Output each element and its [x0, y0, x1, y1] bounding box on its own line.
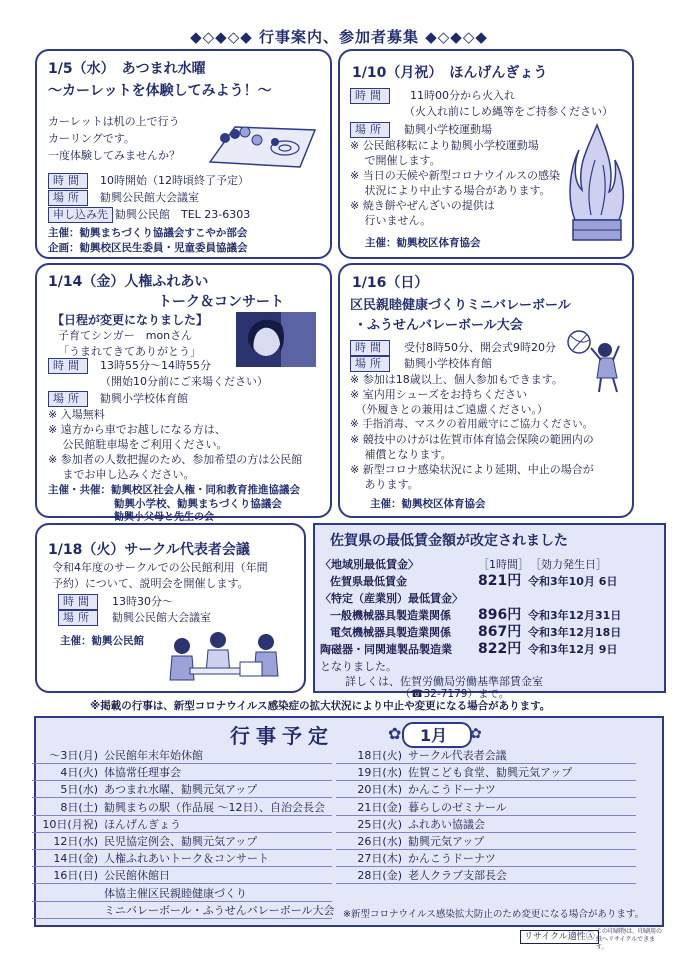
- event-apply: 勧興公民館 TEL 23-6303: [115, 208, 251, 221]
- event-desc-line: 予約）について、説明会を開催します。: [52, 577, 249, 590]
- schedule-date: 27日(木): [357, 852, 402, 866]
- schedule-row-divider: [32, 780, 332, 781]
- schedule-date: 20日(木): [357, 783, 402, 797]
- event-organizer: 主催：勧興公民館: [60, 635, 144, 647]
- recycle-mark: リサイクル適性Ⓐ: [520, 930, 599, 944]
- time-label: 時間: [350, 340, 390, 356]
- event-note: ※ 当日の天候や新型コロナウイルスの感染: [350, 169, 561, 182]
- event-organizer: 企画：勧興校区民生委員・児童委員協議会: [48, 242, 248, 254]
- event-note: ※ 公民館移転により勧興小学校運動場: [350, 139, 539, 152]
- event-title-jinken: 1/14（金）人権ふれあい: [48, 274, 209, 290]
- schedule-row-divider: [32, 883, 332, 884]
- place-label: 場所: [48, 391, 88, 407]
- event-note: ※ 参加は18歳以上、個人参加もできます。: [350, 373, 563, 386]
- schedule-event: 勧興まちの駅（作品展 ～12日）、自治会長会: [104, 800, 325, 814]
- event-title-circle: 1/18（火）サークル代表者会議: [48, 542, 250, 558]
- volleyball-player-illustration: [565, 326, 627, 396]
- time-label: 時間: [48, 173, 88, 189]
- schedule-title: 行事予定: [230, 724, 334, 748]
- wage-regional-label: 〈地域別最低賃金〉: [320, 558, 419, 571]
- schedule-event: 佐賀こども食堂、勧興元気アップ: [408, 766, 573, 780]
- recycle-note: この印刷物は、印刷用の紙へリサイクルできます。: [596, 928, 663, 951]
- schedule-row-divider: [32, 763, 332, 764]
- event-organizer: 主催：勧興校区体育協会: [370, 498, 486, 510]
- event-time: 13時30分～: [112, 595, 173, 608]
- wage-title: 佐賀県の最低賃金額が改定されました: [330, 533, 568, 549]
- event-organizer: 主催・共催：勧興校区社会人権・同和教育推進協議会: [48, 484, 300, 496]
- covid-notice: ※掲載の行事は、新型コロナウイルス感染症の拡大状況により中止や変更になる場合があります。: [90, 700, 551, 712]
- schedule-date: 10日(月祝): [42, 817, 98, 831]
- schedule-date: 5日(水): [60, 783, 98, 797]
- schedule-event: サークル代表者会議: [408, 749, 507, 762]
- event-subtitle-volleyball-2: ・ふうせんバレーボール大会: [354, 318, 523, 333]
- schedule-row-divider: [336, 883, 636, 884]
- schedule-date: 4日(火): [60, 766, 98, 780]
- schedule-date: 25日(火): [357, 817, 402, 831]
- schedule-date: ～3日(月): [49, 749, 98, 762]
- schedule-event: 勧興元気アップ: [408, 835, 485, 848]
- singer-name: 子育てシンガー monさん: [58, 329, 193, 342]
- schedule-change-notice: 【日程が変更になりました】: [52, 313, 209, 327]
- schedule-date: 19日(水): [357, 766, 402, 780]
- schedule-event: ほんげんぎょう: [104, 817, 181, 831]
- schedule-event: 公民館休館日: [104, 869, 170, 883]
- event-title-atsumare: 1/5（水） あつまれ水曜: [48, 61, 206, 77]
- event-place: 勧興公民館大会議室: [112, 611, 211, 624]
- wage-specific-name: 一般機械器具製造業関係: [330, 609, 451, 622]
- page-header-title: ◆◇◆◇◆ 行事案内、参加者募集 ◆◇◆◇◆: [190, 28, 488, 46]
- time-label: 時間: [48, 358, 88, 374]
- event-organizer: 主催：勧興まちづくり協議会すこやか部会: [48, 227, 248, 239]
- wage-note: 詳しくは、佐賀労働局労働基準部賃金室: [345, 675, 543, 688]
- schedule-row-divider: [32, 797, 332, 798]
- schedule-event: 体協主催区民親睦健康づくり: [104, 886, 247, 900]
- schedule-row-divider: [336, 849, 636, 850]
- schedule-event: 民児協定例会、勧興元気アップ: [104, 835, 258, 848]
- event-subtitle-jinken: トーク＆コンサート: [158, 294, 284, 310]
- wage-col-rate: ［1時間］: [478, 558, 529, 571]
- event-place: 勧興小学校体育館: [100, 392, 188, 405]
- schedule-month: 1月: [420, 726, 448, 745]
- event-title-hongengyo: 1/10（月祝） ほんげんぎょう: [352, 65, 548, 81]
- event-desc-line: カーリングです。: [48, 132, 135, 145]
- event-note: で開催します。: [350, 154, 441, 167]
- schedule-row-divider: [32, 815, 332, 816]
- wage-note: となりました。: [320, 660, 397, 673]
- wage-specific-label: 〈特定（産業別）最低賃金〉: [320, 592, 463, 605]
- schedule-event: 老人クラブ支部長会: [408, 869, 507, 883]
- event-place: 勧興小学校体育館: [404, 357, 492, 370]
- event-note: ※ 遠方から車でお越しになる方は、: [48, 423, 226, 436]
- flower-icon: ✿: [388, 724, 402, 743]
- time-label: 時間: [350, 88, 390, 104]
- place-label: 場所: [48, 190, 88, 206]
- wage-note: （☎32-7179）まで。: [400, 688, 510, 700]
- wage-specific-name: 電気機械器具製造業関係: [330, 626, 451, 639]
- wage-specific-date: 令和3年12月31日: [528, 609, 622, 622]
- schedule-date: 16日(日): [53, 869, 98, 883]
- schedule-event: かんこうドーナツ: [408, 852, 496, 866]
- schedule-date: 8日(土): [60, 800, 98, 814]
- place-label: 場所: [350, 356, 390, 372]
- wage-specific-date: 令和3年12月18日: [528, 626, 622, 639]
- schedule-row-divider: [32, 849, 332, 850]
- event-note: までお申し込みください。: [48, 468, 195, 481]
- schedule-event: ふれあい協議会: [408, 817, 485, 831]
- song-title: 「うまれてきてありがとう」: [58, 345, 201, 358]
- event-desc-line: カーレットは机の上で行う: [48, 115, 180, 128]
- schedule-row-divider: [336, 797, 636, 798]
- schedule-date: 18日(火): [357, 749, 402, 762]
- wage-specific-value: 896円: [478, 607, 522, 623]
- schedule-event: 公民館年末年始休館: [104, 749, 203, 762]
- wage-specific-date: 令和3年12月 9日: [528, 643, 618, 656]
- event-place: 勧興公民館大会議室: [100, 191, 199, 204]
- event-subtitle-volleyball: 区民親睦健康づくりミニバレーボール: [350, 298, 571, 313]
- apply-label: 申し込み先: [48, 207, 113, 223]
- event-organizer: 勧興小学校、勧興まちづくり協議会: [114, 498, 282, 510]
- schedule-event: かんこうドーナツ: [408, 783, 496, 797]
- event-desc-line: 令和4年度のサークルでの公民館利用（年間: [52, 561, 268, 574]
- event-time: 受付8時50分、開会式9時20分: [404, 341, 556, 354]
- event-place: 勧興小学校運動場: [404, 123, 492, 136]
- event-note: （外履きとの兼用はご遠慮ください。）: [350, 403, 548, 416]
- event-note: ※ 焼き餅やぜんざいの提供は: [350, 199, 495, 212]
- event-note: ※ 競技中のけがは佐賀市体育協会保険の範囲内の: [350, 433, 594, 446]
- schedule-date: 28日(金): [357, 869, 402, 883]
- event-desc-line: 一度体験してみませんか？: [48, 149, 180, 162]
- schedule-row-divider: [336, 763, 636, 764]
- wage-regional-value: 821円: [478, 573, 522, 589]
- curling-table-illustration: [205, 112, 320, 172]
- place-label: 場所: [350, 122, 390, 138]
- wage-regional-date: 令和3年10月 6日: [528, 575, 618, 588]
- event-time: 11時00分から火入れ: [410, 89, 515, 102]
- flower-icon: ✿: [470, 726, 482, 742]
- event-note: ※ 入場無料: [48, 408, 105, 421]
- schedule-row-divider: [336, 866, 636, 867]
- wage-specific-value: 822円: [478, 641, 522, 657]
- event-time: 13時55分～14時55分: [100, 359, 211, 372]
- event-note: 補償となります。: [350, 448, 452, 461]
- singer-photo: [236, 312, 316, 367]
- time-label: 時間: [58, 594, 98, 610]
- event-time-note: （開始10分前にご来場ください）: [100, 375, 268, 388]
- schedule-event: 体協常任理事会: [104, 766, 181, 780]
- event-note: 状況により中止する場合があります。: [350, 184, 551, 197]
- schedule-row-divider: [32, 866, 332, 867]
- event-note: 行いません。: [350, 214, 432, 227]
- schedule-date: 26日(水): [357, 835, 402, 848]
- wage-col-date: ［効力発生日］: [530, 558, 607, 571]
- event-time-note: （火入れ前にしめ縄等をご持参ください）: [404, 105, 613, 118]
- schedule-date: 12日(水): [53, 835, 98, 848]
- event-note: ※ 新型コロナ感染状況により延期、中止の場合が: [350, 463, 594, 476]
- event-time: 10時開始（12時頃終了予定）: [100, 174, 249, 187]
- schedule-event: 人権ふれあいトーク＆コンサート: [104, 852, 269, 866]
- schedule-row-divider: [336, 815, 636, 816]
- bonfire-illustration: [567, 120, 627, 250]
- schedule-event: ミニバレーボール・ふうせんバレーボール大会: [104, 903, 335, 917]
- event-subtitle-atsumare: ～カーレットを体験してみよう！～: [48, 83, 272, 99]
- event-title-volleyball: 1/16（日）: [352, 275, 429, 291]
- event-note: 公民館駐車場をご利用ください。: [48, 438, 228, 451]
- wage-specific-name: 陶磁器・同関連製品製造業: [320, 643, 452, 656]
- schedule-event: あつまれ水曜、勧興元気アップ: [104, 783, 258, 797]
- schedule-row-divider: [32, 918, 332, 919]
- schedule-row-divider: [32, 901, 332, 902]
- meeting-illustration: [160, 626, 290, 688]
- event-note: ※ 室内用シューズをお持ちください: [350, 388, 527, 401]
- schedule-date: 14日(金): [53, 852, 98, 866]
- schedule-row-divider: [336, 832, 636, 833]
- wage-specific-value: 867円: [478, 624, 522, 640]
- event-note: あります。: [350, 478, 419, 491]
- event-note: ※ 手指消毒、マスクの着用厳守にご協力ください。: [350, 418, 594, 430]
- schedule-date: 21日(金): [357, 800, 402, 814]
- schedule-footnote: ※新型コロナウイルス感染拡大防止のため変更になる場合があります。: [343, 909, 645, 920]
- schedule-row-divider: [336, 780, 636, 781]
- schedule-event: 暮らしのゼミナール: [408, 800, 507, 814]
- place-label: 場所: [58, 610, 98, 626]
- event-organizer: 勧興小父母と先生の会: [114, 512, 214, 523]
- event-organizer: 主催：勧興校区体育協会: [365, 237, 481, 249]
- wage-regional-name: 佐賀県最低賃金: [330, 575, 407, 588]
- event-note: ※ 参加者の人数把握のため、参加希望の方は公民館: [48, 453, 303, 466]
- schedule-row-divider: [32, 832, 332, 833]
